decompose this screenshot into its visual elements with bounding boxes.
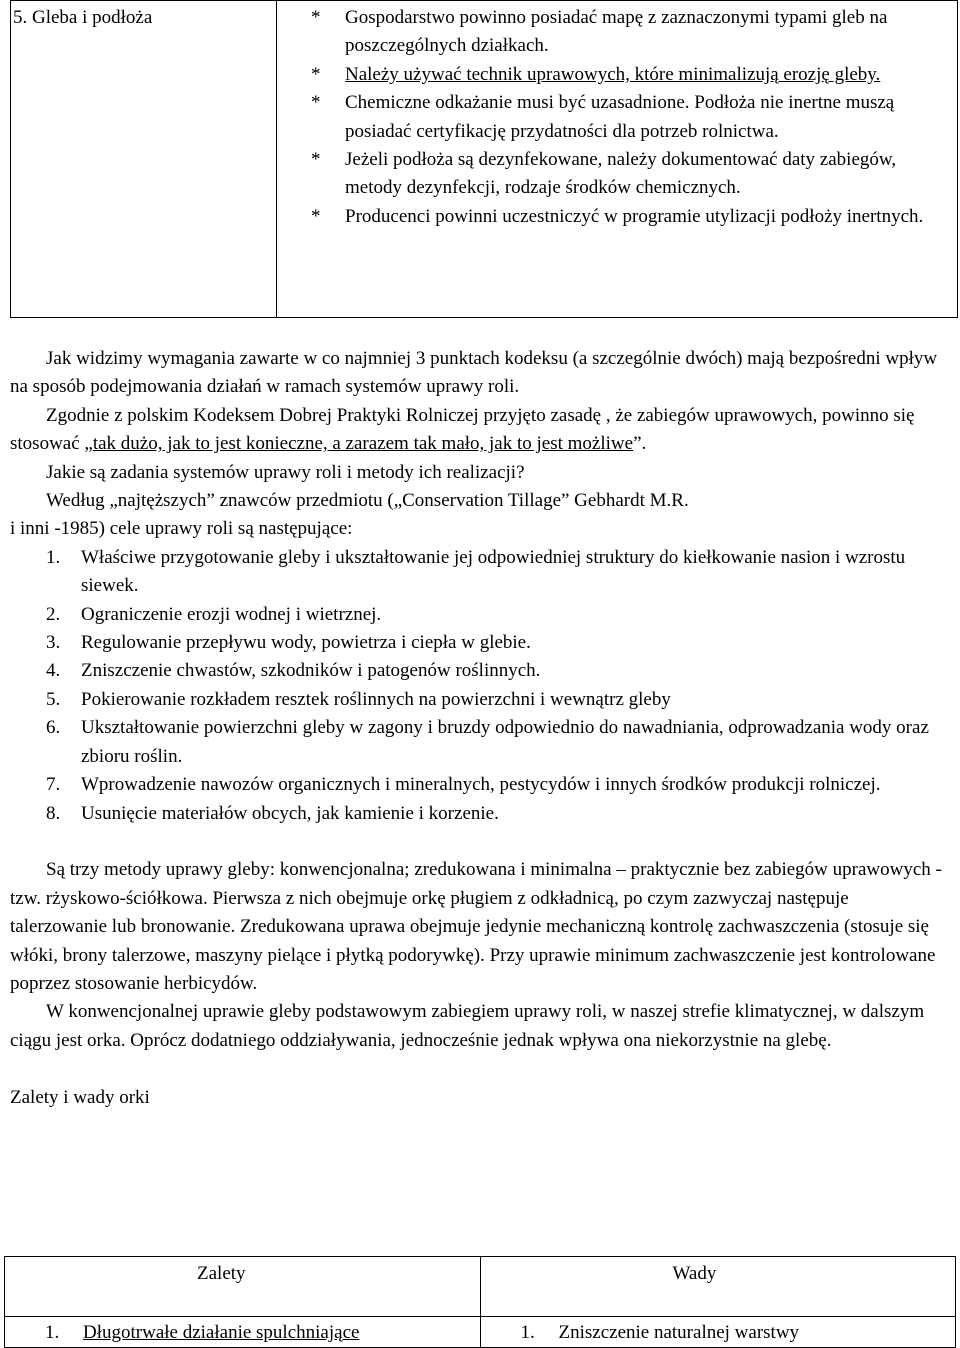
goal-item [10,714,950,771]
goal-item [10,800,950,828]
goal-number: 5. [46,688,61,710]
goals-list [10,544,950,828]
goal-number: 2. [46,603,61,625]
goal-item [10,657,950,685]
goal-text: Ograniczenie erozji wodnej i wietrznej. [81,603,382,625]
paragraph-methods: Są trzy metody uprawy gleby: konwencjonalna; zredukowana i minimalna – praktycznie bez zabiegów uprawowych - tzw. rżyskowo-ściółkowa. Pierwsza z nich obejmuje orkę pługiem z odkładnicą, po czym zazwyczaj następuje talerzowanie lub bronowanie. Zredukowana uprawa obejmuje jedynie mechaniczną kontrolę zachwaszczenia (stosuje się włóki, brony talerzowe, maszyny pielące i płytką podorywkę). Przy uprawie minimum zachwaszczenie jest kontrolowane poprzez stosowanie herbicydów. [10,859,942,994]
goal-item [10,629,950,657]
requirement-text: Gospodarstwo powinno posiadać mapę z zaznaczonymi typami gleb na poszczególnych działkach. [345,7,888,57]
requirement-text: Chemiczne odkażanie musi być uzasadnione. Podłoża nie inertne muszą posiadać certyfikację przydatności dla potrzeb rolnictwa. [345,92,895,142]
pros-header: Zalety [197,1263,246,1284]
goal-item [10,686,950,714]
bullet-star: * [311,63,321,85]
paragraph-intro: Jak widzimy wymagania zawarte w co najmniej 3 punktach kodeksu (a szczególnie dwóch) mają bezpośredni wpływ na sposób podejmowania działań w ramach systemów uprawy roli. [10,348,938,398]
cons-header: Wady [672,1263,717,1284]
goal-number: 4. [46,660,61,682]
requirements-cell [277,1,958,318]
goal-item [10,601,950,629]
document-body [10,345,950,1112]
principle-quote: tak dużo, jak to jest konieczne, a zarazem tak mało, jak to jest możliwe [92,433,634,455]
section-label-cell [11,1,277,318]
requirement-item [311,146,953,203]
requirement-text: Producenci powinni uczestniczyć w programie utylizacji podłoży inertnych. [345,205,924,227]
goal-number: 1. [46,546,61,568]
pros-row-1-text: Długotrwałe działanie spulchniające [83,1322,360,1343]
principle-intro: Zgodnie z polskim Kodeksem Dobrej Praktyki Rolniczej przyjęto zasadę , że zabiegów uprawowych, powinno się stosować „ [10,404,915,455]
section-label: 5. Gleba i podłoża [13,7,153,28]
bullet-star: * [311,7,321,28]
goal-text: Wprowadzenie nawozów organicznych i mineralnych, pestycydów i innych środków produkcji rolniczej. [81,774,881,796]
pros-row-1-number: 1. [45,1322,60,1343]
principle-end: ”. [633,433,647,455]
pros-row-1 [5,1317,481,1348]
cons-row-1-number: 1. [520,1322,535,1343]
authors-line-1: Według „najtęższych” znawców przedmiotu („Conservation Tillage” Gebhardt M.R. [46,490,689,512]
requirement-item [311,61,953,89]
bullet-star: * [311,92,321,114]
goal-text: Regulowanie przepływu wody, powietrza i ciepła w glebie. [81,632,531,654]
goal-text: Ukształtowanie powierzchni gleby w zagony i bruzdy odpowiednio do nawadniania, odprowadzania wody oraz zbioru roślin. [81,717,929,767]
pros-header-cell [5,1257,481,1317]
goal-text: Zniszczenie chwastów, szkodników i patogenów roślinnych. [81,660,541,682]
goal-number: 3. [46,632,61,654]
requirement-item [311,89,953,146]
goal-item [10,771,950,799]
pros-cons-table [4,1256,956,1348]
cons-row-1 [480,1317,956,1348]
paragraph-conventional: W konwencjonalnej uprawie gleby podstawowym zabiegiem uprawy roli, w naszej strefie klimatycznej, w dalszym ciągu jest orka. Oprócz dodatniego oddziaływania, jednocześnie jednak wpływa ona niekorzystnie na glebę. [10,1001,925,1051]
goal-text: Pokierowanie rozkładem resztek roślinnych na powierzchni i wewnątrz gleby [81,688,671,710]
goal-text: Usunięcie materiałów obcych, jak kamienie i korzenie. [81,802,499,824]
cons-row-1-text: Zniszczenie naturalnej warstwy [558,1322,800,1343]
bullet-star: * [311,149,321,171]
goal-item [10,544,950,601]
section-title: Zalety i wady orki [10,1086,150,1108]
cons-header-cell [480,1257,956,1317]
requirements-table [10,0,958,318]
authors-line-2: i inni -1985) cele uprawy roli są następujące: [10,518,353,540]
goal-number: 6. [46,717,61,739]
requirements-list [311,4,953,231]
requirement-item [311,4,953,61]
requirement-text: Jeżeli podłoża są dezynfekowane, należy dokumentować daty zabiegów, metody dezynfekcji, rodzaje środków chemicznych. [345,149,897,199]
goal-number: 8. [46,802,61,824]
goal-number: 7. [46,774,61,796]
requirement-text: Należy używać technik uprawowych, które minimalizują erozję gleby. [345,63,881,85]
paragraph-code-principle [10,402,950,459]
requirement-item [311,203,953,231]
bullet-star: * [311,205,321,227]
question-line: Jakie są zadania systemów uprawy roli i metody ich realizacji? [46,461,525,483]
goal-text: Właściwe przygotowanie gleby i ukształtowanie jej odpowiedniej struktury do kiełkowanie nasion i wzrostu siewek. [81,546,906,597]
